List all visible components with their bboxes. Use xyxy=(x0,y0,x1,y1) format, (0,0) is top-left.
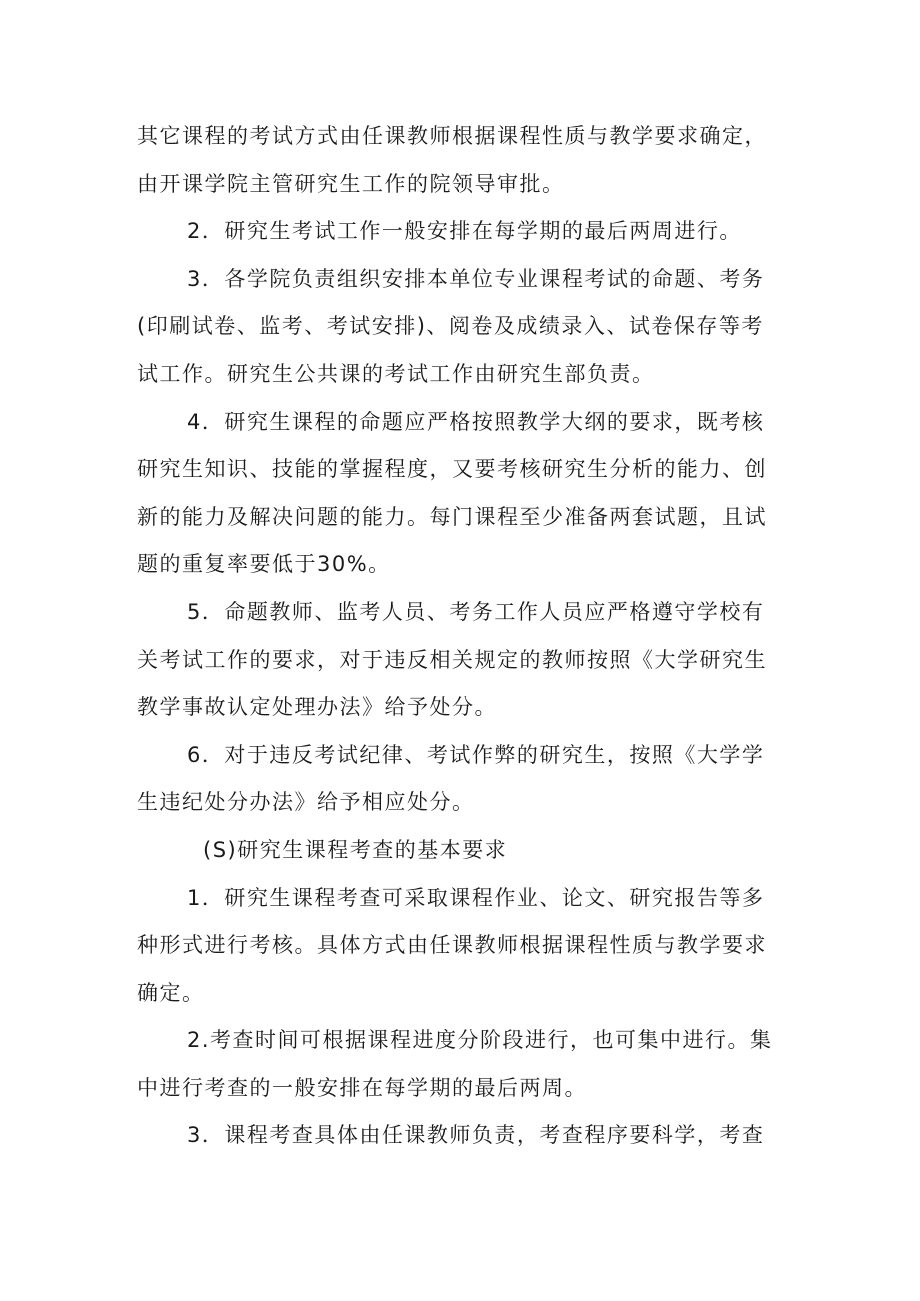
text-line: 研究生知识、技能的掌握程度，又要考核研究生分析的能力、创 xyxy=(137,457,767,482)
text-line: 3．课程考查具体由任课教师负责，考查程序要科学，考查 xyxy=(187,1123,765,1148)
text-line: 2．研究生考试工作一般安排在每学期的最后两周进行。 xyxy=(187,219,742,244)
text-line: 生违纪处分办法》给予相应处分。 xyxy=(137,790,475,815)
text-line: 6．对于违反考试纪律、考试作弊的研究生，按照《大学学 xyxy=(187,742,765,767)
text-line: 中进行考查的一般安排在每学期的最后两周。 xyxy=(137,1075,587,1100)
body-text xyxy=(137,113,789,1160)
text-line: 新的能力及解决问题的能力。每门课程至少准备两套试题，且试 xyxy=(137,504,767,529)
text-line: 3．各学院负责组织安排本单位专业课程考试的命题、考务 xyxy=(187,266,765,291)
text-line: 关考试工作的要求，对于违反相关规定的教师按照《大学研究生 xyxy=(137,647,767,672)
text-line: 1．研究生课程考查可采取课程作业、论文、研究报告等多 xyxy=(187,885,765,910)
text-line: 试工作。研究生公共课的考试工作由研究生部负责。 xyxy=(137,361,655,386)
section-heading: (S)研究生课程考查的基本要求 xyxy=(203,837,508,862)
text-line: 5．命题教师、监考人员、考务工作人员应严格遵守学校有 xyxy=(187,599,765,624)
text-line: 题的重复率要低于30%。 xyxy=(137,552,391,577)
text-line: 确定。 xyxy=(137,980,205,1005)
text-line: 教学事故认定处理办法》给予处分。 xyxy=(137,695,497,720)
text-line: 由开课学院主管研究生工作的院领导审批。 xyxy=(137,171,565,196)
text-line: 4．研究生课程的命题应严格按照教学大纲的要求，既考核 xyxy=(187,409,765,434)
text-line: 其它课程的考试方式由任课教师根据课程性质与教学要求确定， xyxy=(137,124,767,148)
text-line: (印刷试卷、监考、考试安排)、阅卷及成绩录入、试卷保存等考 xyxy=(137,314,764,339)
text-line: 2.考查时间可根据课程进度分阶段进行，也可集中进行。集 xyxy=(187,1028,773,1053)
text-line: 种形式进行考核。具体方式由任课教师根据课程性质与教学要求 xyxy=(137,933,767,958)
